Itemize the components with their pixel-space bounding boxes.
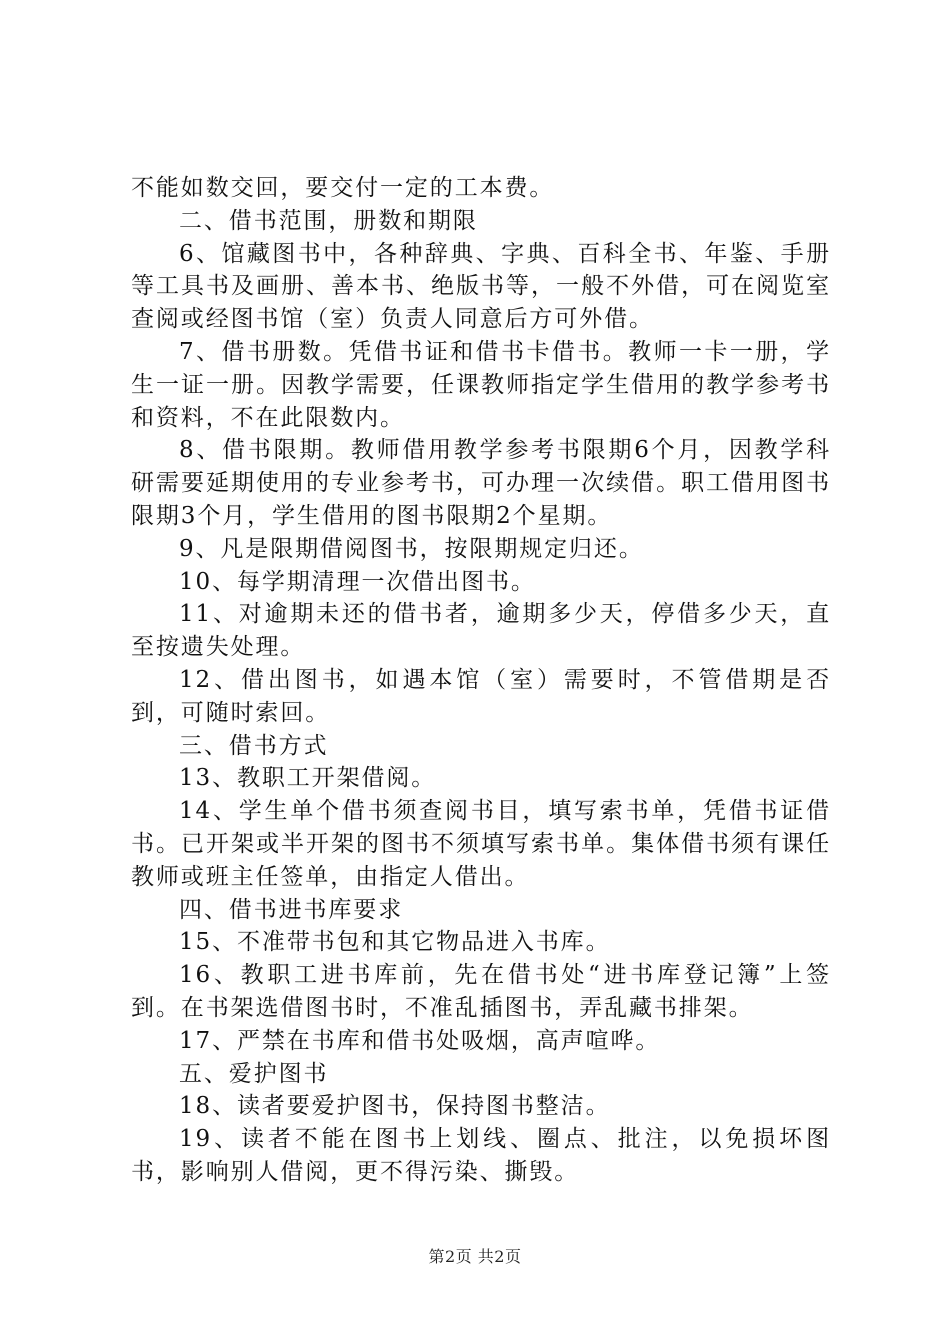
paragraph-rule-16: 16、教职工进书库前，先在借书处“进书库登记簿”上签到。在书架选借图书时，不准乱插图书，弄乱藏书排架。 (131, 962, 831, 1021)
paragraph-rule-15: 15、不准带书包和其它物品进入书库。 (179, 929, 611, 956)
section-heading-5: 五、爱护图书 (179, 1060, 329, 1087)
paragraph-rule-9: 9、凡是限期借阅图书，按限期规定归还。 (179, 535, 644, 562)
paragraph-rule-10: 10、每学期清理一次借出图书。 (179, 568, 536, 595)
paragraph-rule-6: 6、馆藏图书中，各种辞典、字典、百科全书、年鉴、手册等工具书及画册、善本书、绝版书等，一般不外借，可在阅览室查阅或经图书馆（室）负责人同意后方可外借。 (131, 240, 831, 333)
page-number-footer: 第2页 共2页 (428, 1247, 522, 1266)
paragraph-rule-13: 13、教职工开架借阅。 (179, 765, 437, 792)
section-heading-2: 二、借书范围，册数和期限 (179, 207, 478, 234)
paragraph-rule-18: 18、读者要爱护图书，保持图书整洁。 (179, 1093, 611, 1120)
paragraph-rule-8: 8、借书限期。教师借用教学参考书限期6个月，因教学科研需要延期使用的专业参考书，可办理一次续借。职工借用图书限期3个月，学生借用的图书限期2个星期。 (131, 437, 831, 529)
paragraph-1: 不能如数交回，要交付一定的工本费。 (131, 175, 555, 201)
paragraph-rule-12: 12、借出图书，如遇本馆（室）需要时，不管借期是否到，可随时索回。 (131, 666, 831, 726)
document-body (131, 172, 831, 1189)
section-heading-4: 四、借书进书库要求 (179, 896, 404, 923)
section-heading-3: 三、借书方式 (179, 732, 329, 759)
paragraph-rule-17: 17、严禁在书库和借书处吸烟，高声喧哗。 (179, 1027, 661, 1054)
paragraph-rule-7: 7、借书册数。凭借书证和借书卡借书。教师一卡一册，学生一证一册。因教学需要，任课教师指定学生借用的教学参考书和资料，不在此限数内。 (131, 338, 831, 431)
paragraph-rule-14: 14、学生单个借书须查阅书目，填写索书单，凭借书证借书。已开架或半开架的图书不须填写索书单。集体借书须有课任教师或班主任签单，由指定人借出。 (131, 798, 831, 890)
paragraph-rule-11: 11、对逾期未还的借书者，逾期多少天，停借多少天，直至按遗失处理。 (131, 601, 831, 661)
paragraph-rule-19: 19、读者不能在图书上划线、圈点、批注，以免损坏图书，影响别人借阅，更不得污染、撕毁。 (131, 1126, 831, 1185)
